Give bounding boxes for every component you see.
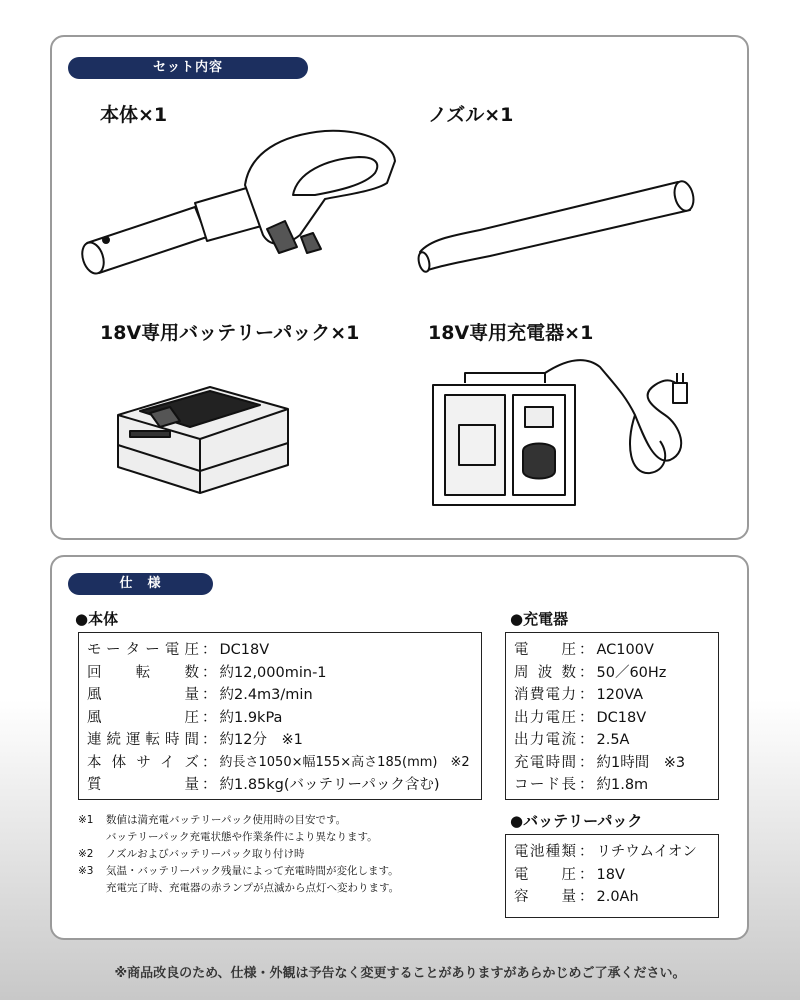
spec-value: 2.0Ah — [596, 889, 639, 905]
spec-value: 約1.8m — [596, 777, 649, 793]
battery-pack-icon — [110, 375, 300, 500]
spec-row: 質量 ： 約1.85kg(バッテリーパック含む) — [87, 774, 473, 797]
spec-row: 風量 ： 約2.4m3/min — [87, 684, 473, 707]
spec-row: 本体サイズ ： 約長さ1050×幅155×高さ185(mm) ※2 — [87, 752, 473, 775]
spec-label: 出力電圧 — [514, 709, 576, 726]
note-mark: ※1 — [78, 814, 94, 826]
spec-row: コード長 ： 約1.8m — [514, 774, 710, 797]
spec-value: リチウムイオン — [596, 844, 697, 860]
spec-row: 電圧 ： AC100V — [514, 639, 710, 662]
charger-spec-heading: ●充電器 — [510, 610, 569, 628]
battery-spec-heading: ●バッテリーパック — [510, 812, 643, 830]
spec-value: 約12分 ※1 — [219, 732, 303, 748]
set-contents-heading: セット内容 — [68, 57, 308, 79]
spec-label: 風量 — [87, 687, 199, 703]
spec-value: 約長さ1050×幅155×高さ185(mm) ※2 — [219, 754, 470, 770]
spec-row: 充電時間 ： 約1時間 ※3 — [514, 752, 710, 775]
spec-value: 2.5A — [596, 732, 630, 748]
body-spec-heading: ●本体 — [75, 610, 119, 628]
spec-value: DC18V — [596, 709, 647, 726]
item-label-charger: 18V専用充電器×1 — [428, 322, 594, 344]
note-text: ノズルおよびバッテリーパック取り付け時 — [106, 848, 305, 860]
spec-row: 消費電力 ： 120VA — [514, 684, 710, 707]
disclaimer-footer: ※商品改良のため、仕様・外観は予告なく変更することがありますがあらかじめご了承ください。 — [114, 966, 686, 981]
note-item — [78, 812, 399, 829]
spec-label: 電圧 — [514, 642, 576, 658]
spec-value: AC100V — [596, 642, 654, 658]
spec-value: 18V — [596, 866, 625, 883]
spec-label: 消費電力 — [514, 687, 576, 703]
note-mark: ※2 — [78, 848, 94, 860]
spec-value: 約1.9kPa — [219, 709, 283, 726]
note-item — [78, 863, 399, 880]
note-text: バッテリーパック充電状態や作業条件により異なります。 — [106, 831, 378, 843]
spec-row: 回転数 ： 約12,000min-1 — [87, 662, 473, 685]
spec-label: 電圧 — [514, 866, 576, 883]
spec-notes — [78, 812, 399, 897]
charger-spec-table — [505, 632, 719, 800]
spec-value: 約1.85kg(バッテリーパック含む) — [219, 777, 440, 793]
spec-label: 充電時間 — [514, 754, 576, 771]
spec-row: 周波数 ： 50／60Hz — [514, 662, 710, 685]
nozzle-icon — [410, 170, 710, 280]
spec-value: 約12,000min-1 — [219, 664, 327, 681]
specs-heading: 仕 様 — [68, 573, 213, 595]
spec-label: コード長 — [514, 777, 576, 793]
spec-value: 約1時間 ※3 — [596, 754, 686, 771]
spec-row: 電池種類 ： リチウムイオン — [514, 841, 710, 864]
spec-label: 連続運転時間 — [87, 732, 199, 748]
blower-body-icon — [75, 125, 415, 285]
item-label-body: 本体×1 — [100, 104, 168, 126]
spec-value: 50／60Hz — [596, 664, 667, 681]
note-text: 数値は満充電バッテリーパック使用時の目安です。 — [106, 814, 347, 826]
spec-value: DC18V — [219, 642, 270, 658]
spec-row: 電圧 ： 18V — [514, 864, 710, 887]
spec-value: 約2.4m3/min — [219, 687, 313, 703]
spec-row: 風圧 ： 約1.9kPa — [87, 707, 473, 730]
spec-label: モーター電圧 — [87, 642, 199, 658]
spec-label: 風圧 — [87, 709, 199, 726]
body-spec-table — [78, 632, 482, 800]
spec-row: モーター電圧 ： DC18V — [87, 639, 473, 662]
note-mark: ※3 — [78, 865, 94, 877]
item-label-nozzle: ノズル×1 — [428, 104, 514, 126]
battery-spec-table — [505, 834, 719, 918]
spec-label: 本体サイズ — [87, 754, 199, 771]
spec-value: 120VA — [596, 687, 644, 703]
note-item — [78, 846, 399, 863]
spec-row: 出力電圧 ： DC18V — [514, 707, 710, 730]
spec-label: 質量 — [87, 777, 199, 793]
spec-label: 出力電流 — [514, 732, 576, 748]
note-text: 気温・バッテリーパック残量によって充電時間が変化します。 — [106, 865, 399, 877]
note-text: 充電完了時、充電器の赤ランプが点滅から点灯へ変わります。 — [106, 882, 400, 894]
spec-row: 容量 ： 2.0Ah — [514, 886, 710, 909]
spec-row: 出力電流 ： 2.5A — [514, 729, 710, 752]
spec-label: 容量 — [514, 889, 576, 905]
spec-row: 連続運転時間 ： 約12分 ※1 — [87, 729, 473, 752]
spec-label: 回転数 — [87, 664, 199, 681]
item-label-battery: 18V専用バッテリーパック×1 — [100, 322, 360, 344]
charger-icon — [425, 355, 715, 515]
spec-label: 電池種類 — [514, 844, 576, 860]
spec-label: 周波数 — [514, 664, 576, 681]
